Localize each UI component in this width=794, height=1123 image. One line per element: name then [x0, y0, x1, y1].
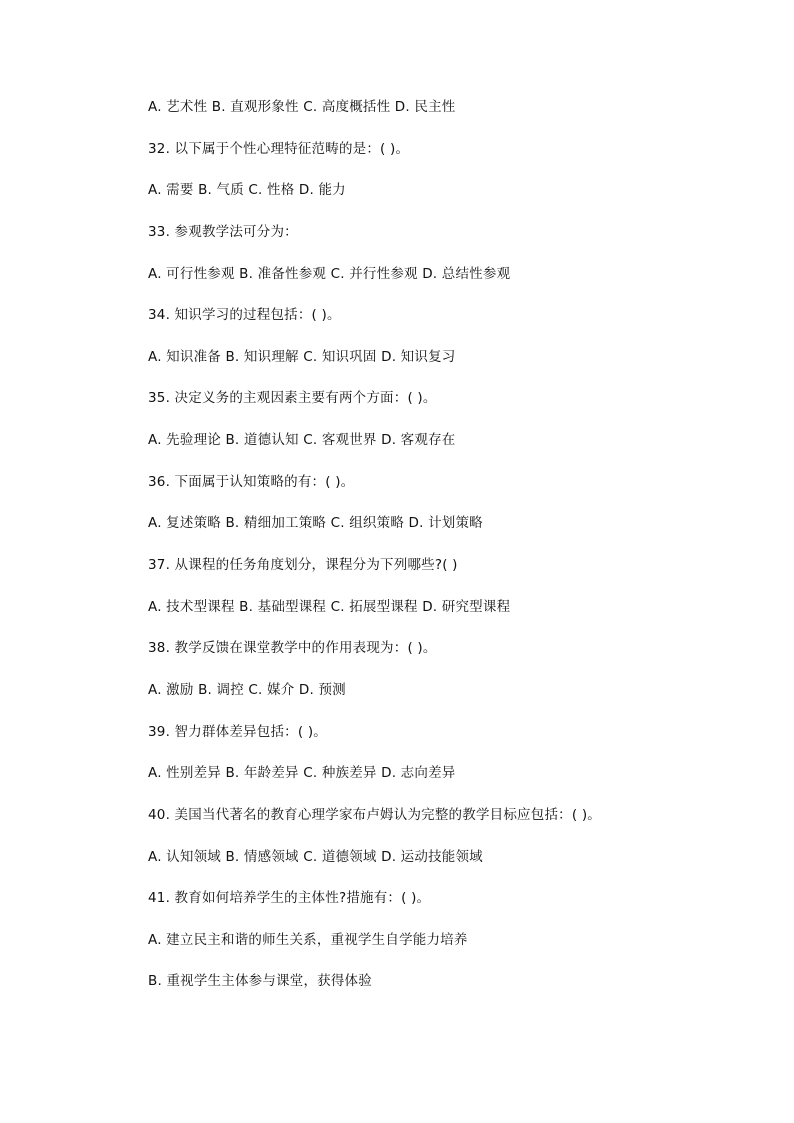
question-38: 38. 教学反馈在课堂教学中的作用表现为：( )。 — [148, 640, 437, 657]
question-34: 34. 知识学习的过程包括：( )。 — [148, 307, 341, 324]
question-35: 35. 决定义务的主观因素主要有两个方面：( )。 — [148, 390, 437, 407]
option-line-34: A. 知识准备 B. 知识理解 C. 知识巩固 D. 知识复习 — [148, 348, 456, 365]
option-line-32: A. 需要 B. 气质 C. 性格 D. 能力 — [148, 182, 346, 199]
option-41-b: B. 重视学生主体参与课堂，获得体验 — [148, 973, 372, 990]
question-list — [148, 96, 768, 1012]
question-37: 37. 从课程的任务角度划分，课程分为下列哪些?( ) — [148, 557, 458, 574]
option-line-36: A. 复述策略 B. 精细加工策略 C. 组织策略 D. 计划策略 — [148, 515, 483, 532]
option-line-37: A. 技术型课程 B. 基础型课程 C. 拓展型课程 D. 研究型课程 — [148, 598, 511, 615]
option-line-40: A. 认知领域 B. 情感领域 C. 道德领域 D. 运动技能领域 — [148, 848, 483, 865]
question-40: 40. 美国当代著名的教育心理学家布卢姆认为完整的教学目标应包括：( )。 — [148, 806, 601, 823]
option-line-38: A. 激励 B. 调控 C. 媒介 D. 预测 — [148, 681, 346, 698]
question-41: 41. 教育如何培养学生的主体性?措施有：( )。 — [148, 890, 431, 907]
question-39: 39. 智力群体差异包括：( )。 — [148, 723, 327, 740]
question-32: 32. 以下属于个性心理特征范畴的是：( )。 — [148, 140, 410, 157]
question-36: 36. 下面属于认知策略的有：( )。 — [148, 473, 355, 490]
option-line-31: A. 艺术性 B. 直观形象性 C. 高度概括性 D. 民主性 — [148, 99, 456, 115]
option-line-35: A. 先验理论 B. 道德认知 C. 客观世界 D. 客观存在 — [148, 432, 456, 449]
option-41-a: A. 建立民主和谐的师生关系，重视学生自学能力培养 — [148, 931, 468, 948]
question-33: 33. 参观教学法可分为： — [148, 223, 298, 240]
option-line-39: A. 性别差异 B. 年龄差异 C. 种族差异 D. 志向差异 — [148, 765, 456, 782]
option-line-33: A. 可行性参观 B. 准备性参观 C. 并行性参观 D. 总结性参观 — [148, 265, 511, 282]
